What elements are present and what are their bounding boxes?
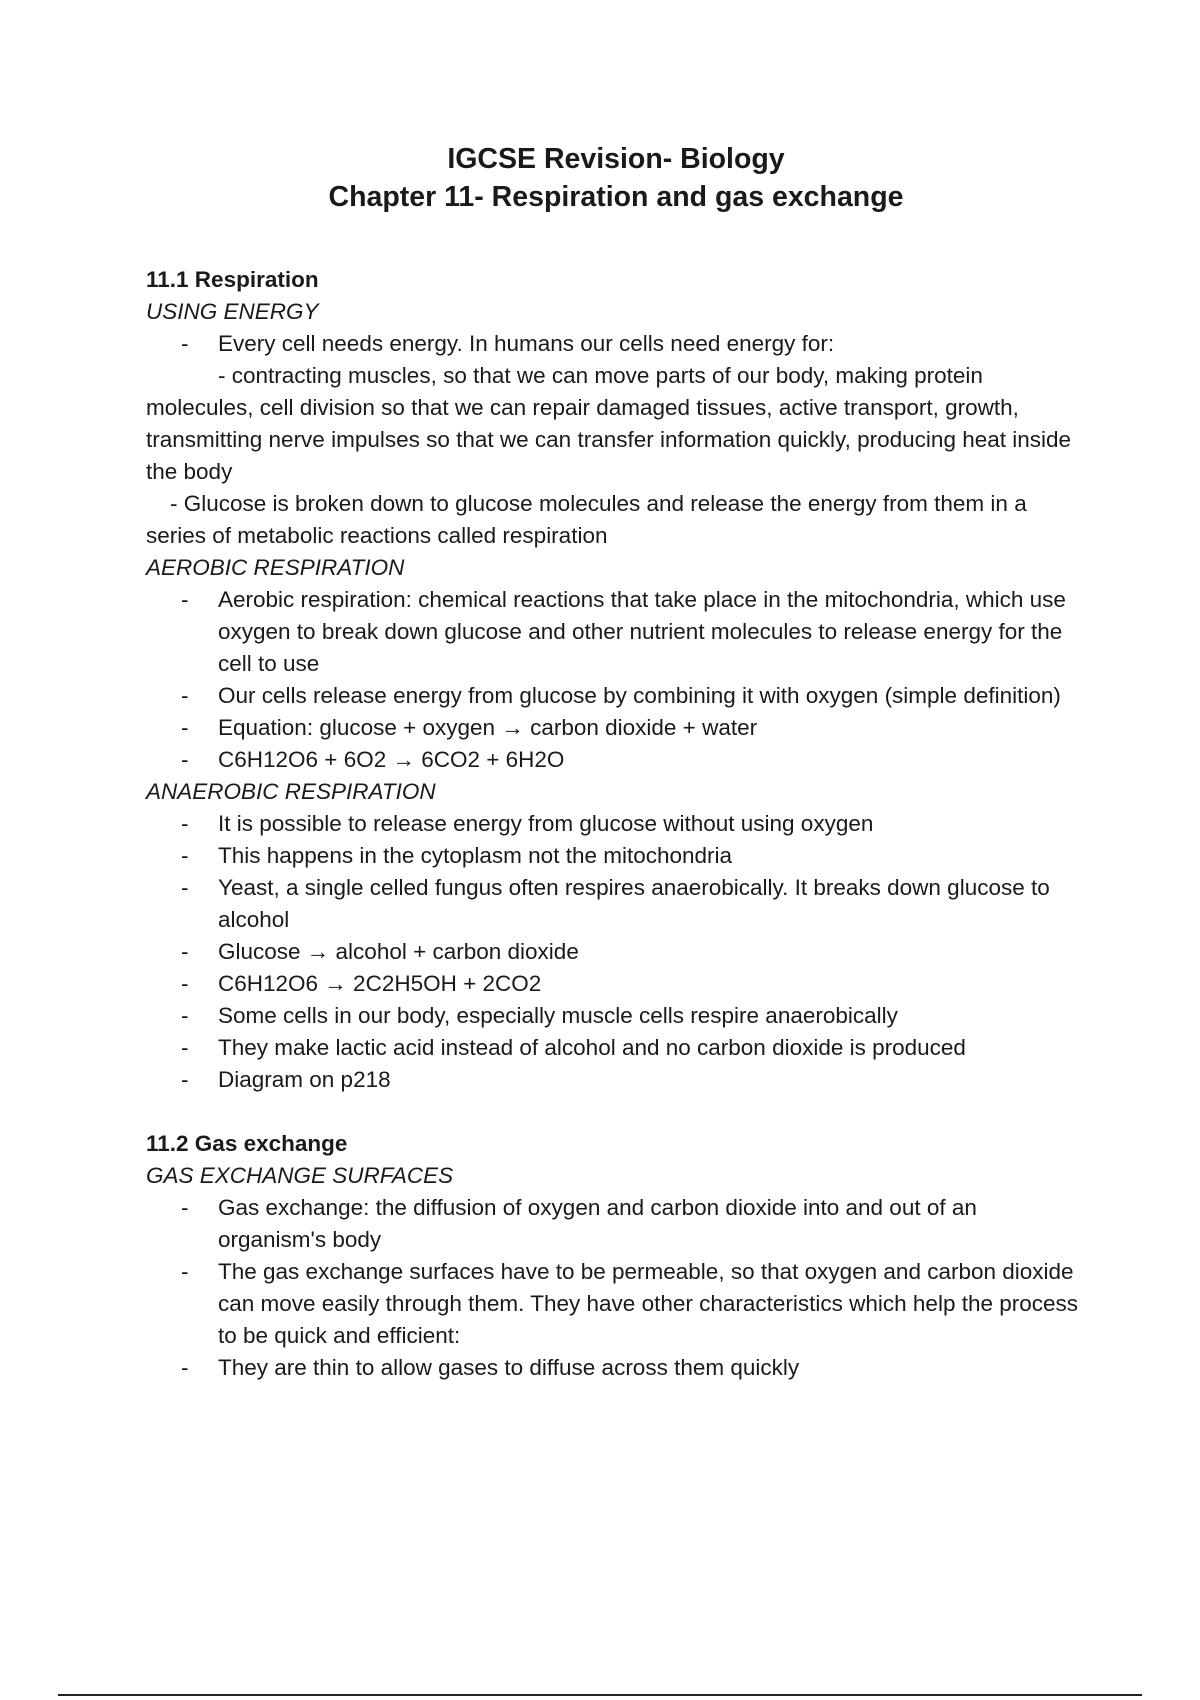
- subsection-heading: ANAEROBIC RESPIRATION: [146, 779, 436, 804]
- list-item: [146, 840, 1086, 872]
- bullet-marker: -: [181, 747, 189, 772]
- bullet-marker: -: [181, 939, 189, 964]
- bullet-marker: -: [181, 587, 189, 612]
- list-item: [146, 808, 1086, 840]
- bullet-list: [146, 328, 1086, 360]
- bullet-text: Gas exchange: the diffusion of oxygen and carbon dioxide into and out of an organism's body: [218, 1195, 977, 1252]
- bullet-marker: -: [181, 1355, 189, 1380]
- section-spacer: [146, 1096, 1086, 1128]
- section-heading: 11.1 Respiration: [146, 267, 319, 292]
- bullet-marker: -: [181, 1067, 189, 1092]
- section-respiration: [146, 264, 1086, 1096]
- bullet-text: C6H12O6 + 6O2 → 6CO2 + 6H2O: [218, 747, 565, 772]
- bullet-marker: -: [181, 971, 189, 996]
- bullet-marker: -: [181, 1003, 189, 1028]
- bullet-marker: -: [181, 875, 189, 900]
- bullet-text: This happens in the cytoplasm not the mitochondria: [218, 843, 733, 868]
- list-item: [146, 1000, 1086, 1032]
- document-title: IGCSE Revision- Biology: [447, 143, 785, 175]
- bullet-text: C6H12O6 → 2C2H5OH + 2CO2: [218, 971, 542, 996]
- list-item: [146, 680, 1086, 712]
- subsection-heading: GAS EXCHANGE SURFACES: [146, 1163, 454, 1188]
- bullet-list: [146, 584, 1086, 776]
- list-item: [146, 712, 1086, 744]
- subsection-heading: AEROBIC RESPIRATION: [146, 555, 405, 580]
- paragraph: - Glucose is broken down to glucose molecules and release the energy from them in a series of metabolic reactions called respiration: [146, 491, 1027, 548]
- bullet-marker: -: [181, 331, 189, 356]
- page-bottom-rule: [58, 1694, 1142, 1696]
- chapter-title: Chapter 11- Respiration and gas exchange: [328, 181, 904, 213]
- bullet-text: Some cells in our body, especially muscle cells respire anaerobically: [218, 1003, 898, 1028]
- bullet-text: Aerobic respiration: chemical reactions that take place in the mitochondria, which use oxygen to break down glucose and other nutrient molecules to release energy for the cell to use: [218, 587, 1066, 676]
- bullet-text: They are thin to allow gases to diffuse across them quickly: [218, 1355, 800, 1380]
- bullet-marker: -: [181, 811, 189, 836]
- bullet-text: Glucose → alcohol + carbon dioxide: [218, 939, 579, 964]
- bullet-text: Our cells release energy from glucose by combining it with oxygen (simple definition): [218, 683, 1061, 708]
- list-item: [146, 1256, 1086, 1352]
- bullet-text: The gas exchange surfaces have to be permeable, so that oxygen and carbon dioxide can move easily through them. They have other characteristics which help the process to be quick and efficient:: [218, 1259, 1079, 1348]
- bullet-marker: -: [181, 1035, 189, 1060]
- list-item: [146, 968, 1086, 1000]
- list-item: [146, 328, 1086, 360]
- bullet-list: [146, 808, 1086, 1096]
- bullet-text: They make lactic acid instead of alcohol and no carbon dioxide is produced: [218, 1035, 966, 1060]
- bullet-list: [146, 1192, 1086, 1384]
- bullet-text: It is possible to release energy from glucose without using oxygen: [218, 811, 874, 836]
- paragraph: - contracting muscles, so that we can move parts of our body, making protein molecules, cell division so that we can repair damaged tissues, active transport, growth, transmitting nerve impulses so that we can transfer information quickly, producing heat inside the body: [146, 363, 1072, 484]
- section-gas-exchange: [146, 1128, 1086, 1384]
- bullet-text: Diagram on p218: [218, 1067, 391, 1092]
- bullet-text: Yeast, a single celled fungus often respires anaerobically. It breaks down glucose to alcohol: [218, 875, 1050, 932]
- bullet-marker: -: [181, 715, 189, 740]
- list-item: [146, 584, 1086, 680]
- subsection-heading: USING ENERGY: [146, 299, 319, 324]
- list-item: [146, 1064, 1086, 1096]
- list-item: [146, 1352, 1086, 1384]
- list-item: [146, 872, 1086, 936]
- list-item: [146, 744, 1086, 776]
- list-item: [146, 1192, 1086, 1256]
- bullet-text: Every cell needs energy. In humans our cells need energy for:: [218, 331, 835, 356]
- bullet-marker: -: [181, 843, 189, 868]
- bullet-marker: -: [181, 683, 189, 708]
- bullet-marker: -: [181, 1195, 189, 1220]
- title-block: [146, 140, 1086, 216]
- section-heading: 11.2 Gas exchange: [146, 1131, 348, 1156]
- list-item: [146, 936, 1086, 968]
- bullet-marker: -: [181, 1259, 189, 1284]
- bullet-text: Equation: glucose + oxygen → carbon dioxide + water: [218, 715, 758, 740]
- list-item: [146, 1032, 1086, 1064]
- document-page: [146, 140, 1086, 1384]
